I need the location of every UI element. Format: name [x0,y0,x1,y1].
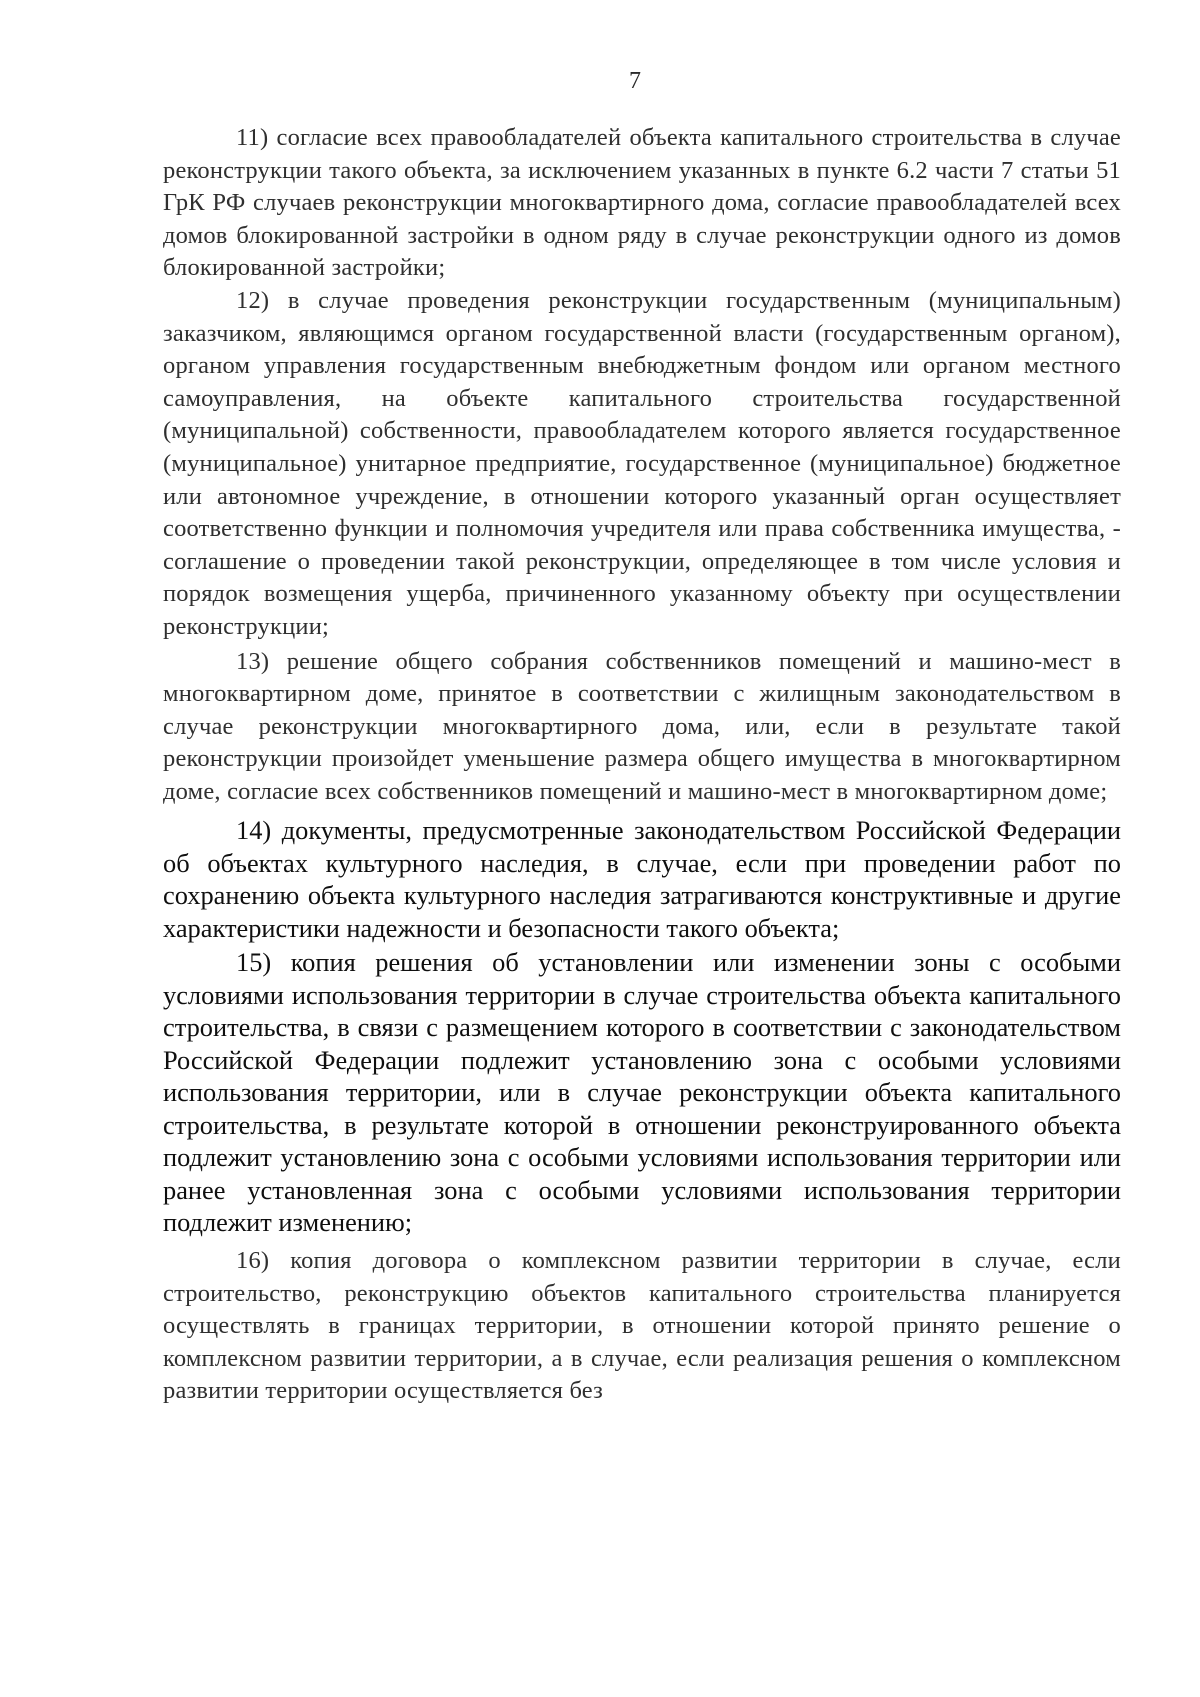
page-number: 7 [629,68,641,94]
list-item-11: 11) согласие всех правообладателей объекта капитального строительства в случае реконструкции такого объекта, за исключением указанных в пункте 6.2 части 7 статьи 51 ГрК РФ случаев реконструкции многоквартирного дома, согласие правообладателей всех домов блокированной застройки в одном ряду в случае реконструкции одного из домов блокированной застройки; [163,124,1121,282]
list-item-12: 12) в случае проведения реконструкции государственным (муниципальным) заказчиком, являющимся органом государственной власти (государственным органом), органом управления государственным внебюджетным фондом или органом местного самоуправления, на объекте капитального строительства государственной (муниципальной) собственности, правообладателем которого является государственное (муниципальное) унитарное предприятие, государственное (муниципальное) бюджетное или автономное учреждение, в отношении которого указанный орган осуществляет соответственно функции и полномочия учредителя или права собственника имущества, - соглашение о проведении такой реконструкции, определяющее в том числе условия и порядок возмещения ущерба, причиненного указанному объекту при осуществлении реконструкции; [163,286,1121,640]
document-body [163,122,1121,1408]
list-item-13: 13) решение общего собрания собственников помещений и машино-мест в многоквартирном доме, принятое в соответствии с жилищным законодательством в случае реконструкции многоквартирного дома, или, если в результате такой реконструкции произойдет уменьшение размера общего имущества в многоквартирном доме, согласие всех собственников помещений и машино-мест в многоквартирном доме; [163,647,1121,805]
list-item-14: 14) документы, предусмотренные законодательством Российской Федерации об объектах культурного наследия, в случае, если при проведении работ по сохранению объекта культурного наследия затрагиваются конструктивные и другие характеристики надежности и безопасности такого объекта; [163,815,1121,943]
list-item-15: 15) копия решения об установлении или изменении зоны с особыми условиями использования территории в случае строительства объекта капитального строительства, в связи с размещением которого в соответствии с законодательством Российской Федерации подлежит установлению зона с особыми условиями использования территории, или в случае реконструкции объекта капитального строительства, в результате которой в отношении реконструированного объекта подлежит установлению зона с особыми условиями использования территории или ранее установленная зона с особыми условиями использования территории подлежит изменению; [163,947,1121,1238]
list-item-16: 16) копия договора о комплексном развитии территории в случае, если строительство, реконструкцию объектов капитального строительства планируется осуществлять в границах территории, в отношении которой принято решение о комплексном развитии территории, а в случае, если реализация решения о комплексном развитии территории осуществляется без [163,1246,1121,1405]
